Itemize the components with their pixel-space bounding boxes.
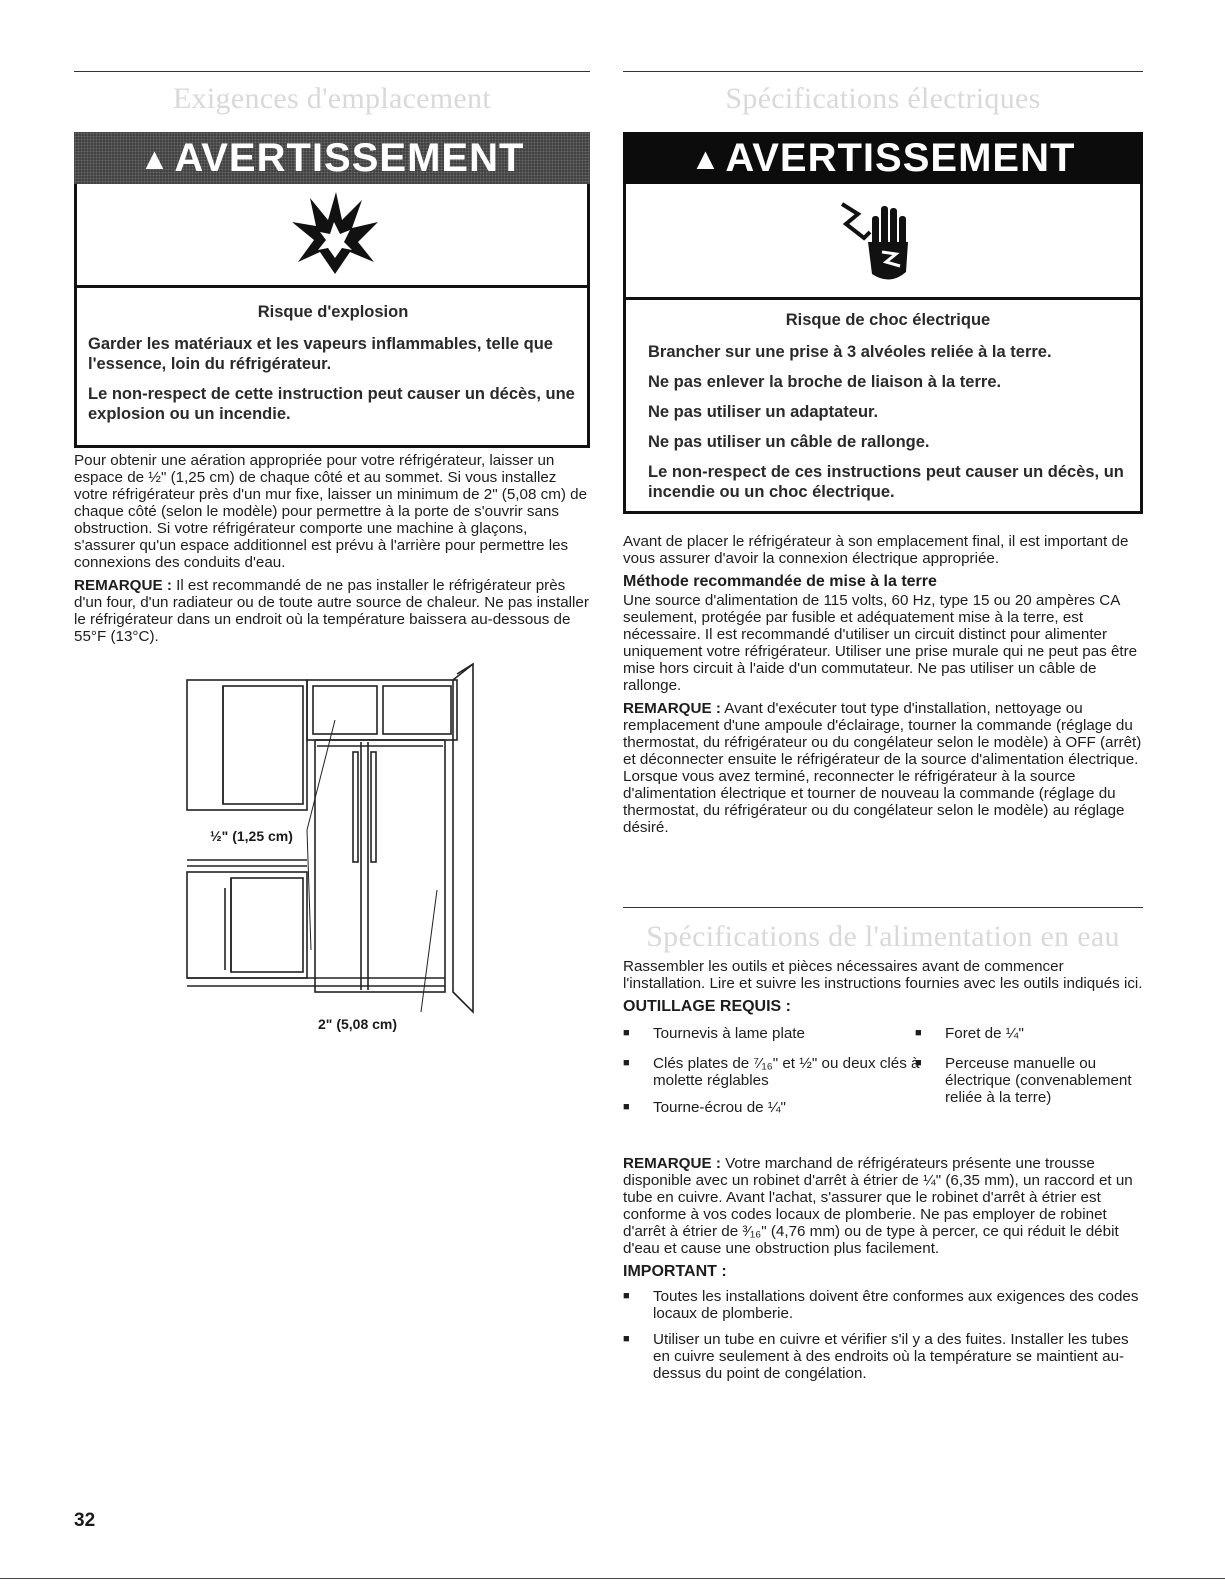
electric-hazard-title: Risque de choc électrique [785, 311, 991, 329]
electric-shock-icon [840, 196, 920, 286]
water-remark [623, 1155, 1143, 1257]
method-title: Méthode recommandée de mise à la terre [623, 573, 937, 590]
electric-line-3: Ne pas utiliser un adaptateur. [648, 403, 879, 421]
right-remark [623, 700, 1143, 836]
left-remark-label: REMARQUE : [74, 577, 172, 594]
clearance-diagram [185, 660, 485, 1030]
page-number: 32 [74, 1510, 96, 1531]
explosion-line-1: Garder les matériaux et les vapeurs inflammables, telle que l'essence, loin du réfrigérateur. [88, 335, 553, 373]
tools-list [623, 1025, 1143, 1133]
tools-title: OUTILLAGE REQUIS : [623, 998, 791, 1015]
left-para-1: Pour obtenir une aération appropriée pour votre réfrigérateur, laisser un espace de ½" (1,25 cm) de chaque côté et au sommet. Si vous installez votre réfrigérateur près d'un mur fixe, laisser un minimum de 2" (5,08 cm) de chaque côté (selon le modèle) pour permettre à la porte de s'ouvrir sans obstruction. Si votre réfrigérateur comporte une machine à glaçons, s'assurer qu'un espace additionnel est prévu à l'arrière pour permettre les connexions des conduits d'eau. [74, 452, 588, 571]
warning-triangle-icon: ▲ [139, 143, 171, 176]
important-item: ■ Toutes les installations doivent être conformes aux exigences des codes locaux de plomberie. [623, 1288, 1143, 1322]
water-remark-label: REMARQUE : [623, 1155, 721, 1172]
right-section-title: Spécifications électriques [725, 82, 1041, 115]
diagram-label-top: ½" (1,25 cm) [210, 828, 293, 844]
water-body [623, 958, 1143, 1391]
electric-line-2: Ne pas enlever la broche de liaison à la terre. [648, 373, 1002, 391]
tool-item: ■ Perceuse manuelle ou électrique (convenablement reliée à la terre) [915, 1055, 1135, 1106]
right-top-rule [623, 71, 1143, 72]
electric-warning-header [623, 132, 1143, 184]
right-remark-label: REMARQUE : [623, 700, 721, 717]
tool-item: ■ Tournevis à lame plate [623, 1025, 921, 1042]
explosion-warning-header [74, 132, 590, 184]
water-remark-text: Votre marchand de réfrigérateurs présente une trousse disponible avec un robinet d'arrêt à étrier de ¼" (6,35 mm), un raccord et un tube en cuivre. Avant l'achat, s'assurer que le robinet d'arrêt à étrier est conforme à vos codes locaux de plomberie. Ne pas employer de robinet d'arrêt à étrier de ³⁄₁₆" (4,76 mm) ou de type à percer, ce qui réduit le débit d'eau et cause une obstruction plus facilement. [623, 1155, 1133, 1257]
electric-line-5: Le non-respect de ces instructions peut causer un décès, un incendie ou un choc électrique. [648, 463, 1124, 501]
warning-header-label: AVERTISSEMENT [174, 136, 525, 180]
electric-line-1: Brancher sur une prise à 3 alvéoles reliée à la terre. [648, 343, 1052, 361]
water-intro: Rassembler les outils et pièces nécessaires avant de commencer l'installation. Lire et suivre les instructions fournies avec les outils indiqués ici. [623, 958, 1143, 992]
important-title: IMPORTANT : [623, 1263, 727, 1280]
right-body [623, 533, 1143, 842]
right-remark-text: Avant d'exécuter tout type d'installation, nettoyage ou remplacement d'une ampoule d'éclairage, tourner la commande (réglage du thermostat, du réfrigérateur ou du congélateur selon le modèle) à OFF (arrêt) et déconnecter ensuite le réfrigérateur de la source d'alimentation électrique. Lorsque vous avez terminé, reconnecter le réfrigérateur à la source d'alimentation électrique et tourner de nouveau la commande (réglage du thermostat, du réfrigérateur ou du congélateur selon le modèle) au réglage désiré. [623, 700, 1142, 836]
explosion-hazard-title: Risque d'explosion [257, 303, 409, 321]
left-top-rule [74, 71, 590, 72]
tool-item: ■ Tourne-écrou de ¼" [623, 1099, 921, 1116]
warning-header-label: AVERTISSEMENT [725, 136, 1076, 180]
left-body [74, 452, 590, 651]
diagram-label-bottom: 2" (5,08 cm) [318, 1016, 398, 1032]
explosion-warning-text [88, 302, 578, 434]
bottom-rule [0, 1578, 1225, 1579]
water-section-rule [623, 907, 1143, 908]
right-para-1: Avant de placer le réfrigérateur à son emplacement final, il est important de vous assurer d'avoir la connexion électrique appropriée. [623, 533, 1129, 567]
explosion-line-2: Le non-respect de cette instruction peut causer un décès, une explosion ou un incendie. [88, 385, 575, 423]
water-section-title: Spécifications de l'alimentation en eau [646, 920, 1120, 953]
tool-item: ■ Foret de ¼" [915, 1025, 1155, 1042]
tool-item: ■ Clés plates de ⁷⁄₁₆" et ½" ou deux clés à molette réglables [623, 1055, 921, 1089]
warning-triangle-icon: ▲ [690, 143, 722, 176]
electric-warning-text [648, 310, 1128, 512]
important-list [623, 1288, 1143, 1382]
left-remark-text: Il est recommandé de ne pas installer le réfrigérateur près d'un four, d'un radiateur ou de toute autre source de chaleur. Ne pas installer le réfrigérateur dans un endroit où la température baissera au-dessous de 55°F (13°C). [74, 577, 589, 645]
method-text: Une source d'alimentation de 115 volts, 60 Hz, type 15 ou 20 ampères CA seulement, protégée par fusible et adéquatement mise à la terre, est nécessaire. Il est recommandé d'utiliser un circuit distinct pour alimenter uniquement votre réfrigérateur. Utiliser une prise murale qui ne peut pas être mise hors circuit à l'aide d'un commutateur. Ne pas utiliser un câble de rallonge. [623, 592, 1138, 694]
explosion-icon-zone-border [74, 184, 590, 288]
left-remark [74, 577, 590, 645]
left-section-title: Exigences d'emplacement [172, 82, 491, 115]
important-item: ■ Utiliser un tube en cuivre et vérifier s'il y a des fuites. Installer les tubes en cuivre seulement à des endroits où la température se maintient au-dessus du point de congélation. [623, 1331, 1143, 1382]
electric-line-4: Ne pas utiliser un câble de rallonge. [648, 433, 930, 451]
